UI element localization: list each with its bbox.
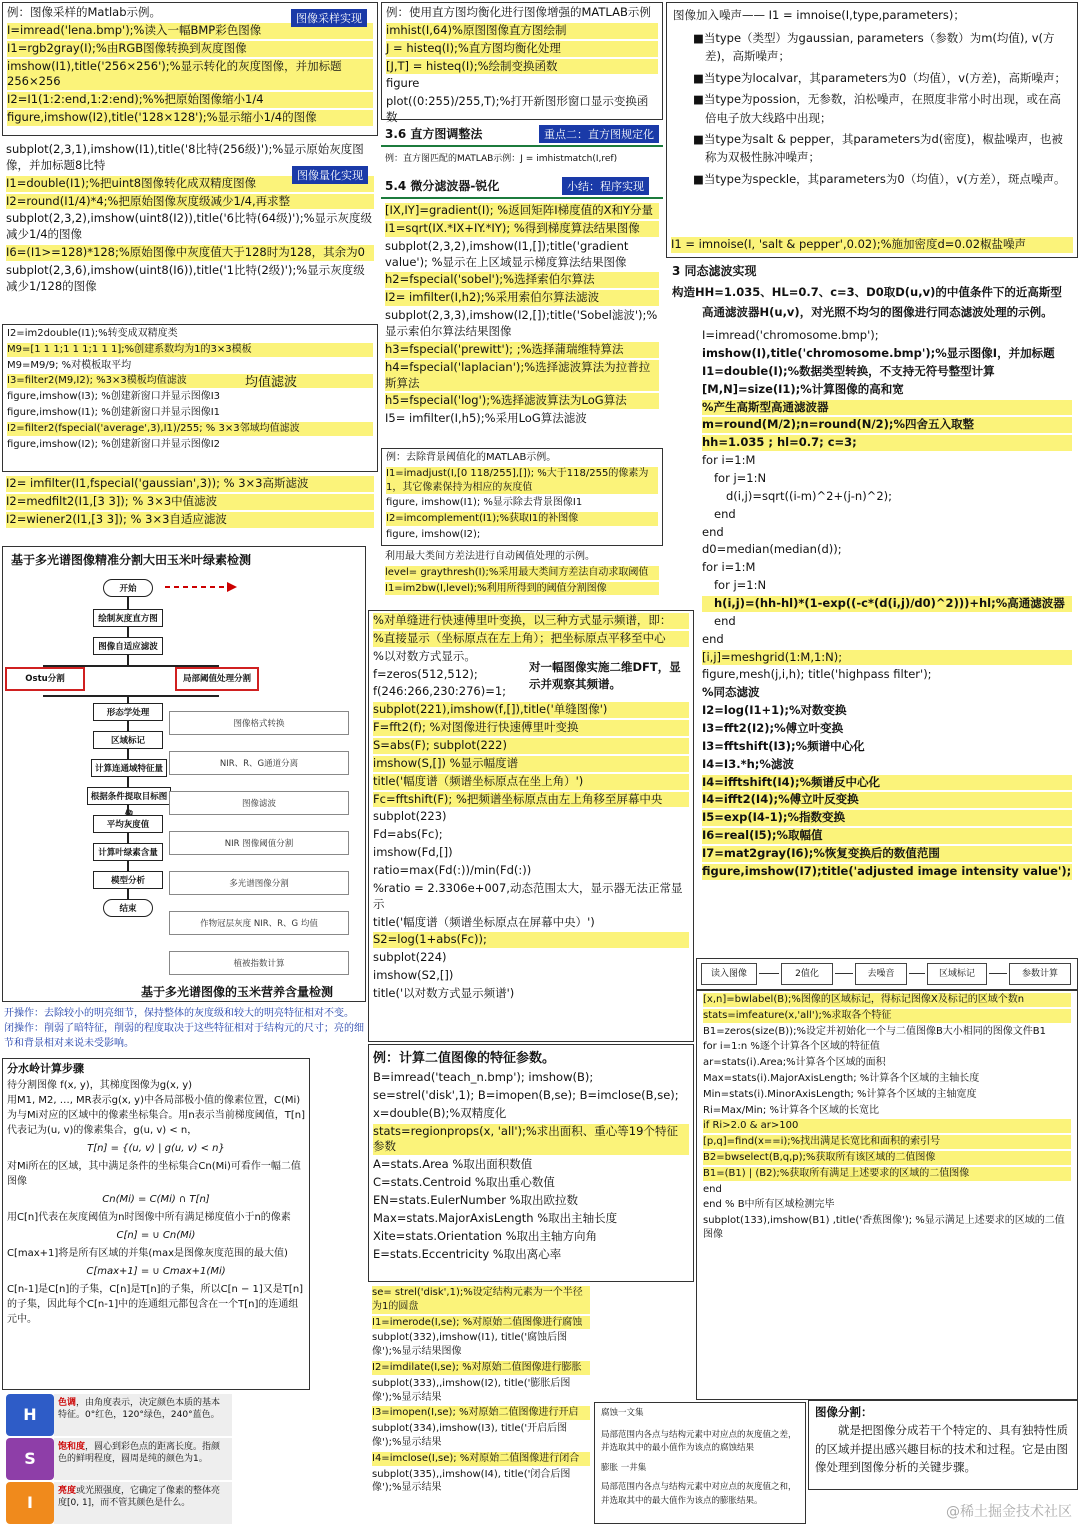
intensity-text: 或光照强度，它确定了像素的整体亮度[0, 1]，而不管其颜色是什么。 [58, 1486, 221, 1509]
code-line: %直接显示（坐标原点在左上角）；把坐标原点平移至中心 [373, 631, 689, 647]
histadj-tag: 重点二：直方图规定化 [539, 125, 659, 143]
flow-otsu: Ostu分割 [5, 667, 85, 691]
code-line: [J,T] = histeq(I);%绘制变换函数 [386, 59, 658, 75]
code-line: %同态滤波 [702, 685, 760, 700]
code-line: se= strel('disk',1);%设定结构元素为一个半径为1的圆盘 [372, 1286, 590, 1314]
code-line: I1=rgb2gray(I);%由RGB图像转换到灰度图像 [7, 41, 373, 57]
code-line: I5=exp(I4-1);%指数变换 [702, 810, 1072, 826]
code-line: I6=(I1>=128)*128;%原始图像中灰度值大于128时为128，其余为0 [6, 245, 374, 261]
code-line: figure,mesh(j,i,h); title('highpass filter'); [702, 667, 932, 682]
otsu-lines [385, 550, 659, 595]
code-line: I1=imerode(I,se); %对原始二值图像进行腐蚀 [372, 1316, 590, 1330]
code-line: B2=bwselect(B,q,p);%获取所有该区域的二值图像 [703, 1151, 1071, 1165]
code-line: h2=fspecial('sobel');%选择索伯尔算法 [385, 272, 659, 288]
flow-right-box: 作物冠层灰度 NIR、R、G 均值 [169, 911, 349, 935]
code-line: figure,imshow(I2); %创建新窗口并显示图像I2 [7, 438, 221, 450]
sampling-tag: 图像采样实现 [291, 9, 367, 27]
flow-right-box: 图像滤波 [169, 791, 349, 815]
saturation-description [54, 1438, 232, 1480]
noise-bullet: ■当type为speckle，其parameters为0（均值），v(方差），斑点噪声。 [693, 171, 1066, 186]
code-line: EN=stats.EulerNumber %取出欧拉数 [373, 1193, 579, 1208]
code-line: M9=M9/9; %对模板取平均 [7, 359, 132, 371]
code-line: I2= imfilter(I1,fspecial('gaussian',3)); % 3×3高斯滤波 [6, 476, 374, 492]
pipeline-arrow [759, 973, 779, 974]
code-line: B=imread('teach_n.bmp'); imshow(B); [373, 1070, 594, 1084]
code-line: plot((0:255)/255,T);%打开新图形窗口显示变换函数 [386, 94, 649, 125]
flow-model: 模型分析 [93, 871, 163, 889]
watershed-formula: T[n] = {(u, v) | g(u, v) < n} [87, 1142, 225, 1154]
histeq-lines [386, 5, 658, 126]
code-line: %对单缝进行快速傅里叶变换，以三种方式显示频谱，即： [373, 613, 689, 629]
code-line: end [702, 524, 724, 539]
watershed-formula: C[n] = ∪ Cn(Mi) [116, 1229, 196, 1241]
code-line: I4=I3.*h;%滤波 [702, 756, 794, 771]
watershed-line: C[max+1]将是所有区域的并集(max是图像灰度范围的最大值) [7, 1247, 288, 1259]
flow-merge [43, 695, 219, 697]
code-line: stats=regionprops(x, 'all');%求出面积、重心等19个特征参数 [373, 1124, 689, 1156]
histadj-panel [381, 122, 663, 172]
hue-text: ，由角度表示，决定颜色本质的基本特征。0°红色，120°绿色，240°蓝色。 [58, 1398, 221, 1421]
regionprops-panel [368, 1044, 694, 1282]
hue-badge: H [6, 1394, 54, 1436]
flow-arrow [127, 749, 129, 759]
code-line: imshow(Fd,[]) [373, 845, 453, 860]
watermark: @稀土掘金技术社区 [946, 1504, 1072, 1520]
code-line: ratio=max(Fd(:))/min(Fd(:)) [373, 863, 532, 878]
meanfilter-label: 均值滤波 [244, 375, 297, 390]
flow-start: 开始 [103, 579, 153, 597]
code-line: 例：去除背景阈值化的MATLAB示例。 [386, 452, 557, 463]
quant-panel [2, 140, 378, 320]
intensity-badge: I [6, 1482, 54, 1524]
regionprops-lines [373, 1070, 689, 1262]
code-line: h(i,j)=(hh-hl)*(1-exp((-c*(d(i,j)/d0)^2)))+hl;%高通滤波器 [702, 596, 1072, 612]
code-line: I7=mat2gray(I6);%恢复变换后的数值范围 [702, 846, 1072, 862]
pipeline-step: 读入图像 [701, 963, 757, 985]
flow-region: 区域标记 [93, 731, 163, 749]
watershed-line: 待分割图像 f(x, y)，其梯度图像为g(x, y) [7, 1079, 193, 1091]
code-line: I1=double(I1);%把uint8图像转化成双精度图像 [6, 176, 374, 192]
flow-morph: 形态学处理 [93, 703, 163, 721]
code-line: I1=double(I);%数据类型转换，不支持无符号整型计算 [702, 363, 995, 378]
code-line: [IX,IY]=gradient(I); %返回矩阵I梯度值的X和Y分量 [385, 203, 659, 219]
flow-arrow [127, 833, 129, 843]
code-line: 例：使用直方图均衡化进行图像增强的MATLAB示例 [386, 5, 651, 19]
code-line: end [714, 506, 736, 521]
noise-bullet: ■当type（类型）为gaussian, parameters（参数）为m(均值), v(方差)，高斯噪声； [693, 31, 1055, 64]
code-line: end [714, 613, 736, 628]
code-line: for j=1:N [714, 470, 767, 485]
code-line: d(i,j)=sqrt((i-m)^2+(j-n)^2); [726, 488, 892, 503]
code-line: subplot(334),imshow(I3), title('开启后图像');%显示结果 [372, 1423, 568, 1448]
saturation-key: 饱和度 [58, 1442, 86, 1452]
noise-bullet: ■当type为localvar，其parameters为0（均值），v(方差)，高斯噪声； [693, 70, 1066, 85]
code-line: subplot(2,3,2),imshow(I1,[]);title('gradient value'); %显示在上区域显示梯度算法结果图像 [385, 238, 629, 269]
code-line: 利用最大类间方差法进行自动阈值处理的示例。 [385, 551, 595, 562]
code-line: %以对数方式显示。 [373, 648, 476, 663]
flow-gray: 绘制灰度直方图 [93, 609, 163, 627]
smoothing-lines [6, 476, 374, 528]
code-line: I6=real(I5);%取幅值 [702, 828, 1072, 844]
fft-panel [368, 610, 694, 1042]
watershed-line: 用M1, M2, …, MR表示g(x, y)中各局部极小值的像素位置，C(Mi)为与Mi对应的区域中的像素坐标集合。用n表示当前梯度阈值，T[n]代表记为(u, v)的像素集合，g(u, v) < n， [7, 1094, 305, 1136]
code-line: I4=imclose(I,se); %对原始二值图像进行闭合 [372, 1452, 590, 1466]
code-line: if Ri>2.0 & ar>100 [703, 1119, 1071, 1133]
code-line: I4=ifft2(I4);%傅立叶反变换 [702, 792, 1072, 808]
code-line: I3=filter2(M9,I2); %3×3模板均值滤波 [7, 374, 373, 388]
code-line: title('以对数方式显示频谱') [373, 986, 515, 1001]
sharpen-tag: 小结：程序实现 [562, 177, 649, 195]
code-line: f=zeros(512,512); [373, 666, 478, 681]
sharpen-lines [381, 203, 663, 427]
morphops-panel [368, 1284, 594, 1494]
noise-title: 图像加入噪声—— I1 = imnoise(I,type,parameters)； [673, 8, 965, 22]
close-text: 闭操作：削弱了暗特征，削弱的程度取决于这些特征相对于结构元的尺寸；亮的细节和背景相对来说未受影响。 [4, 1023, 364, 1049]
code-line: figure, imshow(I1); %显示除去背景图像I1 [386, 497, 583, 509]
code-line: Fd=abs(Fc); [373, 827, 443, 842]
code-line: h3=fspecial('prewitt'); ;%选择蒲瑞维特算法 [385, 342, 659, 358]
code-line: figure [386, 76, 420, 91]
pipeline-step: 去噪音 [855, 963, 907, 985]
flow-arrow [127, 861, 129, 871]
meanfilter-lines [7, 327, 373, 451]
code-line: B1=(B1) | (B2);%获取所有满足上述要求的区域的二值图像 [703, 1167, 1071, 1181]
pipeline-step: 2值化 [781, 963, 833, 985]
code-line: [x,n]=bwlabel(B);%图像的区域标记，得标记图像X及标记的区域个数n [703, 993, 1071, 1007]
hue-key: 色调 [58, 1398, 77, 1408]
code-line: se=strel('disk',1); B=imopen(B,se); B=imclose(B,se); [373, 1087, 679, 1102]
code-line: B1=zeros(size(B));%设定并初始化一个与二值图像B大小相同的图像文件B1 [703, 1025, 1047, 1037]
code-line: F=fft2(f); %对图像进行快速傅里叶变换 [373, 720, 689, 736]
intensity-key: 亮度 [58, 1486, 77, 1496]
hsi-panel [2, 1392, 236, 1526]
intensity-description [54, 1482, 232, 1524]
flowchart-title: 基于多光谱图像精准分割大田玉米叶绿素检测 [11, 553, 252, 567]
code-line: I3=fftshift(I3);%频谱中心化 [702, 738, 865, 753]
code-line: I4=ifftshift(I4);%频谱反中心化 [702, 775, 1072, 791]
code-line: figure,imshow(I2),title('128×128');%显示缩小1/4的图像 [7, 110, 373, 126]
sharpen-panel [381, 174, 663, 446]
watershed-line: 对Mi所在的区域，其中满足条件的坐标集合Cn(Mi)可看作一幅二值图像 [7, 1160, 301, 1187]
code-line: M9=[1 1 1;1 1 1;1 1 1];%创建系数均为1的3×3模板 [7, 343, 373, 357]
code-line: figure, imshow(I2); [386, 528, 481, 540]
code-line: I3=imopen(I,se); %对原始二值图像进行开启 [372, 1406, 590, 1420]
pipeline-panel [696, 958, 1078, 990]
bwlabel-panel [696, 990, 1078, 1400]
pipeline-step: 区域标记 [927, 963, 987, 985]
code-line: I2=wiener2(I1,[3 3]); % 3×3自适应滤波 [6, 512, 374, 528]
homomorphic-section: 3 同态滤波实现 [672, 264, 757, 278]
dilate-title: 膨胀 一井集 [601, 1462, 647, 1473]
code-line: end [703, 1183, 722, 1195]
code-line: J = histeq(I);%直方图均衡化处理 [386, 41, 658, 57]
pipeline-arrow [909, 973, 925, 974]
code-line: end [702, 631, 724, 646]
otsu-panel [381, 548, 663, 606]
code-line: I=imread('lena.bmp');%读入一幅BMP彩色图像 [7, 23, 373, 39]
flow-arrow [127, 889, 129, 899]
watershed-line: 用C[n]代表在灰度阈值为n时图像中所有满足梯度值小于n的像素 [7, 1211, 291, 1223]
flow-avg: 平均灰度值 [93, 815, 163, 833]
watershed-panel [2, 1058, 310, 1390]
flow-right-title: 基于多光谱图像的玉米营养含量检测 [141, 985, 334, 999]
pipeline-arrow [989, 973, 1007, 974]
flow-end: 结束 [103, 899, 153, 917]
code-line: I1=sqrt(IX.*IX+IY.*IY); %得到梯度算法结果图像 [385, 221, 659, 237]
flow-arrow [127, 777, 129, 787]
flow-right-box: NIR、R、G通道分离 [169, 751, 349, 775]
code-line: I2=round(I1/4)*4;%把原始图像灰度级减少1/4,再求整 [6, 194, 374, 210]
histeq-panel [381, 2, 663, 125]
sharpen-section: 5.4 微分滤波器-锐化 [381, 174, 663, 199]
watershed-line: C[n-1]是C[n]的子集，C[n]是T[n]的子集，所以C[n − 1]又是T[n]的子集，因此每个C[n-1]中的连通组元都包含在一个T[n]的连通组元中。 [7, 1283, 304, 1325]
code-line: I2=imcomplement(I1);%获取I1的补图像 [386, 512, 658, 526]
code-line: I2=imdilate(I,se); %对原始二值图像进行膨胀 [372, 1361, 590, 1375]
bgremove-lines [386, 451, 658, 542]
smoothing-panel [2, 474, 378, 542]
code-line: I1=imadjust(I,[0 118/255],[]); %大于118/255的像素为1，其它像素保持为相应的灰度值 [386, 467, 658, 495]
code-line: Xite=stats.Orientation %取出主轴方向角 [373, 1228, 598, 1243]
bgremove-panel [381, 448, 663, 546]
code-line: subplot(2,3,6),imshow(uint8(I6)),title('1比特(2级)');%显示灰度级减少1/128的图像 [6, 263, 365, 293]
code-line: for i=1:n %逐个计算各个区域的特征值 [703, 1041, 880, 1053]
bwlabel-lines [703, 993, 1071, 1242]
quant-tag: 图像量化实现 [292, 166, 368, 184]
flow-right-box: 图像格式转换 [169, 711, 349, 735]
code-line: [i,j]=meshgrid(1:M,1:N); [702, 650, 1072, 666]
code-line: I3=fft2(I2);%傅立叶变换 [702, 721, 844, 735]
code-line: d0=median(median(d)); [702, 542, 842, 557]
code-line: ar=stats(i).Area;%计算各个区域的面积 [703, 1057, 886, 1069]
meanfilter-panel [2, 324, 378, 472]
code-line: I2=im2double(I1);%转变成双精度类 [7, 328, 178, 339]
openclose-panel [2, 1004, 366, 1058]
code-line: %产生高斯型高通滤波器 [702, 400, 1072, 416]
code-line: Fc=fftshift(F); %把频谱坐标原点由左上角移至屏幕中央 [373, 792, 689, 808]
code-line: imshow(I),title('chromosome.bmp');%显示图像I，并加标题 [702, 345, 1055, 360]
pipeline-step: 参数计算 [1009, 963, 1071, 985]
code-line: I5= imfilter(I,h5);%采用LoG算法滤波 [385, 411, 587, 426]
code-line: I2=medfilt2(I1,[3 3]); % 3×3中值滤波 [6, 494, 374, 510]
flow-dashed-arrow [161, 577, 241, 597]
code-line: imshow(S2,[]) [373, 968, 454, 983]
code-line: title('幅度谱（频谱坐标原点在坐上角）') [373, 774, 689, 790]
code-line: x=double(B);%双精度化 [373, 1105, 507, 1120]
flowchart-panel [2, 546, 366, 1002]
flow-arrow [127, 655, 129, 665]
homomorphic-lines [672, 328, 1072, 880]
code-line: Min=stats(i).MinorAxisLength; %计算各个区域的主轴宽度 [703, 1088, 977, 1100]
code-line: h5=fspecial('log');%选择滤波算法为LoG算法 [385, 393, 659, 409]
code-line: end % B中所有区域检测完毕 [703, 1199, 835, 1211]
code-line: for i=1:M [702, 453, 756, 468]
code-line: f(246:266,230:276)=1; [373, 684, 507, 699]
code-line: h4=fspecial('laplacian');%选择滤波算法为拉普拉斯算法 [385, 360, 659, 392]
morphops-lines [372, 1286, 590, 1495]
flow-arrow [127, 627, 129, 637]
segmentation-text: 就是把图像分成若干个特定的、具有独特性质的区域并提出感兴趣目标的技术和过程。它是由图像处理到图像分析的关键步骤。 [815, 1423, 1068, 1475]
fft-note: 对一幅图像实施二维DFT，显示并观察其频谱。 [529, 660, 681, 692]
code-line: [p,q]=find(x==i);%找出满足长宽比和面积的索引号 [703, 1135, 1071, 1149]
noise-bullet: ■当type为salt & pepper，其parameters为d(密度)，椒盐噪声，也被称为双极性脉冲噪声； [693, 131, 1063, 165]
flow-right-box: 植被指数计算 [169, 951, 349, 975]
code-line: I2=filter2(fspecial('average',3),I1)/255; % 3×3邻域均值滤波 [7, 422, 373, 436]
noise-bullet: ■当type为possion，无参数，泊松噪声，在照度非常小时出现，或在高倍电子放大线路中出现； [693, 92, 1061, 125]
erode-text: 局部范围内各点与结构元素中对应点的灰度值之差，并选取其中的最小值作为该点的腐蚀结果 [601, 1429, 797, 1454]
saturation-text: ，圆心到彩色点的距离长度。指颜色的鲜明程度，圆周是纯的颜色为1。 [58, 1442, 221, 1465]
code-line: %ratio = 2.3306e+007,动态范围太大，显示器无法正常显示 [373, 880, 683, 911]
code-line: figure,imshow(I3); %创建新窗口并显示图像I3 [7, 391, 221, 403]
segmentation-title: 图像分割： [815, 1405, 873, 1419]
sampling-panel [2, 2, 378, 136]
code-line: subplot(2,3,2),imshow(uint8(I2)),title('6比特(64级)');%显示灰度级减少1/4的图像 [6, 211, 373, 242]
code-line: imshow(S,[]) %显示幅度谱 [373, 756, 689, 772]
code-line: A=stats.Area %取出面积数值 [373, 1157, 533, 1172]
homomorphic-panel [666, 260, 1078, 956]
code-line: imhist(I,64)%原图图像直方图绘制 [386, 23, 658, 39]
regionprops-title: 例：计算二值图像的特征参数。 [373, 1051, 556, 1066]
histadj-example: 例：直方图匹配的MATLAB示例：J = imhistmatch(I,ref) [385, 154, 618, 164]
code-line: imshow(I1),title('256×256');%显示转化的灰度图像，并加标题256×256 [7, 59, 373, 91]
noise-panel [666, 2, 1078, 258]
code-line: level= graythresh(I);%采用最大类间方差法自动求取阈值 [385, 566, 659, 580]
code-line: Ri=Max/Min; %计算各个区域的长宽比 [703, 1104, 879, 1116]
erode-title: 腐蚀一文集 [601, 1408, 644, 1418]
code-line: stats=imfeature(x,'all');%求取各个特征 [703, 1009, 1071, 1023]
noise-example: I1 = imnoise(I, 'salt & pepper',0.02);%施加密度d=0.02椒盐噪声 [671, 237, 1073, 253]
code-line: subplot(223) [373, 809, 447, 824]
code-line: S=abs(F); subplot(222) [373, 738, 689, 754]
watershed-formula: Cn(Mi) = C(Mi) ∩ T[n] [102, 1193, 210, 1205]
flow-chloro: 计算叶绿素含量 [93, 843, 163, 861]
code-line: hh=1.035 ; hl=0.7; c=3; [702, 435, 1072, 451]
code-line: for j=1:N [714, 578, 767, 593]
code-line: subplot(221),imshow(f,[]),title('单缝图像') [373, 702, 689, 718]
flow-right-box: NIR 图像阈值分割 [169, 831, 349, 855]
code-line: I2=I1(1:2:end,1:2:end);%%把原始图像缩小1/4 [7, 92, 373, 108]
homomorphic-intro: 构造HH=1.035、HL=0.7、c=3、D0取D(u,v)的中值条件下的近高斯型高通滤波器H(u,v)，对光照不均匀的图像进行同态滤波处理的示例。 [672, 285, 1062, 319]
saturation-badge: S [6, 1438, 54, 1480]
code-line: E=stats.Eccentricity %取出离心率 [373, 1246, 562, 1261]
dilate-text: 局部范围内各点与结构元素中对应点的灰度值之和，并选取其中的最大值作为该点的膨胀结果。 [601, 1482, 797, 1506]
flow-arrow [127, 721, 129, 731]
code-line: I2=log(I1+1);%对数变换 [702, 703, 847, 718]
code-line: m=round(M/2);n=round(N/2);%四舍五入取整 [702, 417, 1072, 433]
flow-arrow [127, 597, 129, 609]
code-line: subplot(332),imshow(I1), title('腐蚀后图像');%显示结果图像 [372, 1332, 568, 1358]
flow-arrow [127, 805, 129, 815]
code-line: 例：图像采样的Matlab示例。 [7, 5, 162, 19]
code-line: subplot(224) [373, 950, 447, 965]
flow-arrow [127, 695, 129, 703]
flow-extract: 根据条件提取目标图 [87, 787, 171, 805]
code-line: subplot(2,3,1),imshow(I1),title('8比特(256级)');%显示原始灰度图像，并加标题8比特 [6, 142, 364, 172]
code-line: subplot(333),,imshow(I2), title('膨胀后图像');%显示结果 [372, 1377, 571, 1403]
code-line: for i=1:M [702, 560, 756, 575]
flow-connected: 计算连通域特征量 [91, 759, 167, 777]
code-line: Max=stats(i).MajorAxisLength; %计算各个区域的主轴长度 [703, 1072, 980, 1084]
code-line: I=imread('chromosome.bmp'); [702, 328, 879, 343]
code-line: I2= imfilter(I,h2);%采用索伯尔算法滤波 [385, 290, 659, 306]
erode-dilate-panel [594, 1402, 806, 1524]
histadj-section: 3.6 直方图调整法 [381, 122, 663, 147]
segmentation-panel [808, 1400, 1078, 1490]
code-line: Max=stats.MajorAxisLength %取出主轴长度 [373, 1210, 618, 1225]
code-line: [M,N]=size(I1);%计算图像的高和宽 [702, 381, 904, 396]
code-line: subplot(2,3,3),imshow(I2,[]);title('Sobel滤波');% 显示索伯尔算法结果图像 [385, 308, 658, 339]
code-line: C=stats.Centroid %取出重心数值 [373, 1175, 555, 1190]
flow-right-column [163, 707, 363, 977]
flow-adaptive: 图像自适应滤波 [93, 637, 163, 655]
code-line: I1=im2bw(I,level);%利用所得到的阈值分割图像 [385, 582, 659, 596]
open-text: 开操作：去除较小的明亮细节，保持整体的灰度级和较大的明亮特征相对不变。 [4, 1008, 354, 1019]
code-line: figure,imshow(I7);title('adjusted image intensity value'); [702, 863, 1072, 878]
hue-description [54, 1394, 232, 1436]
flow-right-box: 多光谱图像分割 [169, 871, 349, 895]
code-line: S2=log(1+abs(Fc)); [373, 932, 689, 948]
watershed-title: 分水岭计算步骤 [7, 1062, 84, 1075]
code-line: subplot(335),,imshow(I4), title('闭合后图像');%显示结果 [372, 1468, 571, 1494]
code-line: figure,imshow(I1); %创建新窗口并显示图像I1 [7, 406, 221, 418]
code-line: subplot(133),imshow(B1) ,title('香蕉图像'); %显示满足上述要求的区域的二值图像 [703, 1215, 1065, 1240]
code-line: title('幅度谱（频谱坐标原点在屏幕中央）') [373, 914, 595, 929]
flow-local: 局部阈值处理分割 [175, 667, 259, 691]
pipeline-arrow [835, 973, 853, 974]
watershed-formula: C[max+1] = ∪ Cmax+1(Mi) [86, 1265, 226, 1277]
quant-lines [6, 142, 374, 295]
